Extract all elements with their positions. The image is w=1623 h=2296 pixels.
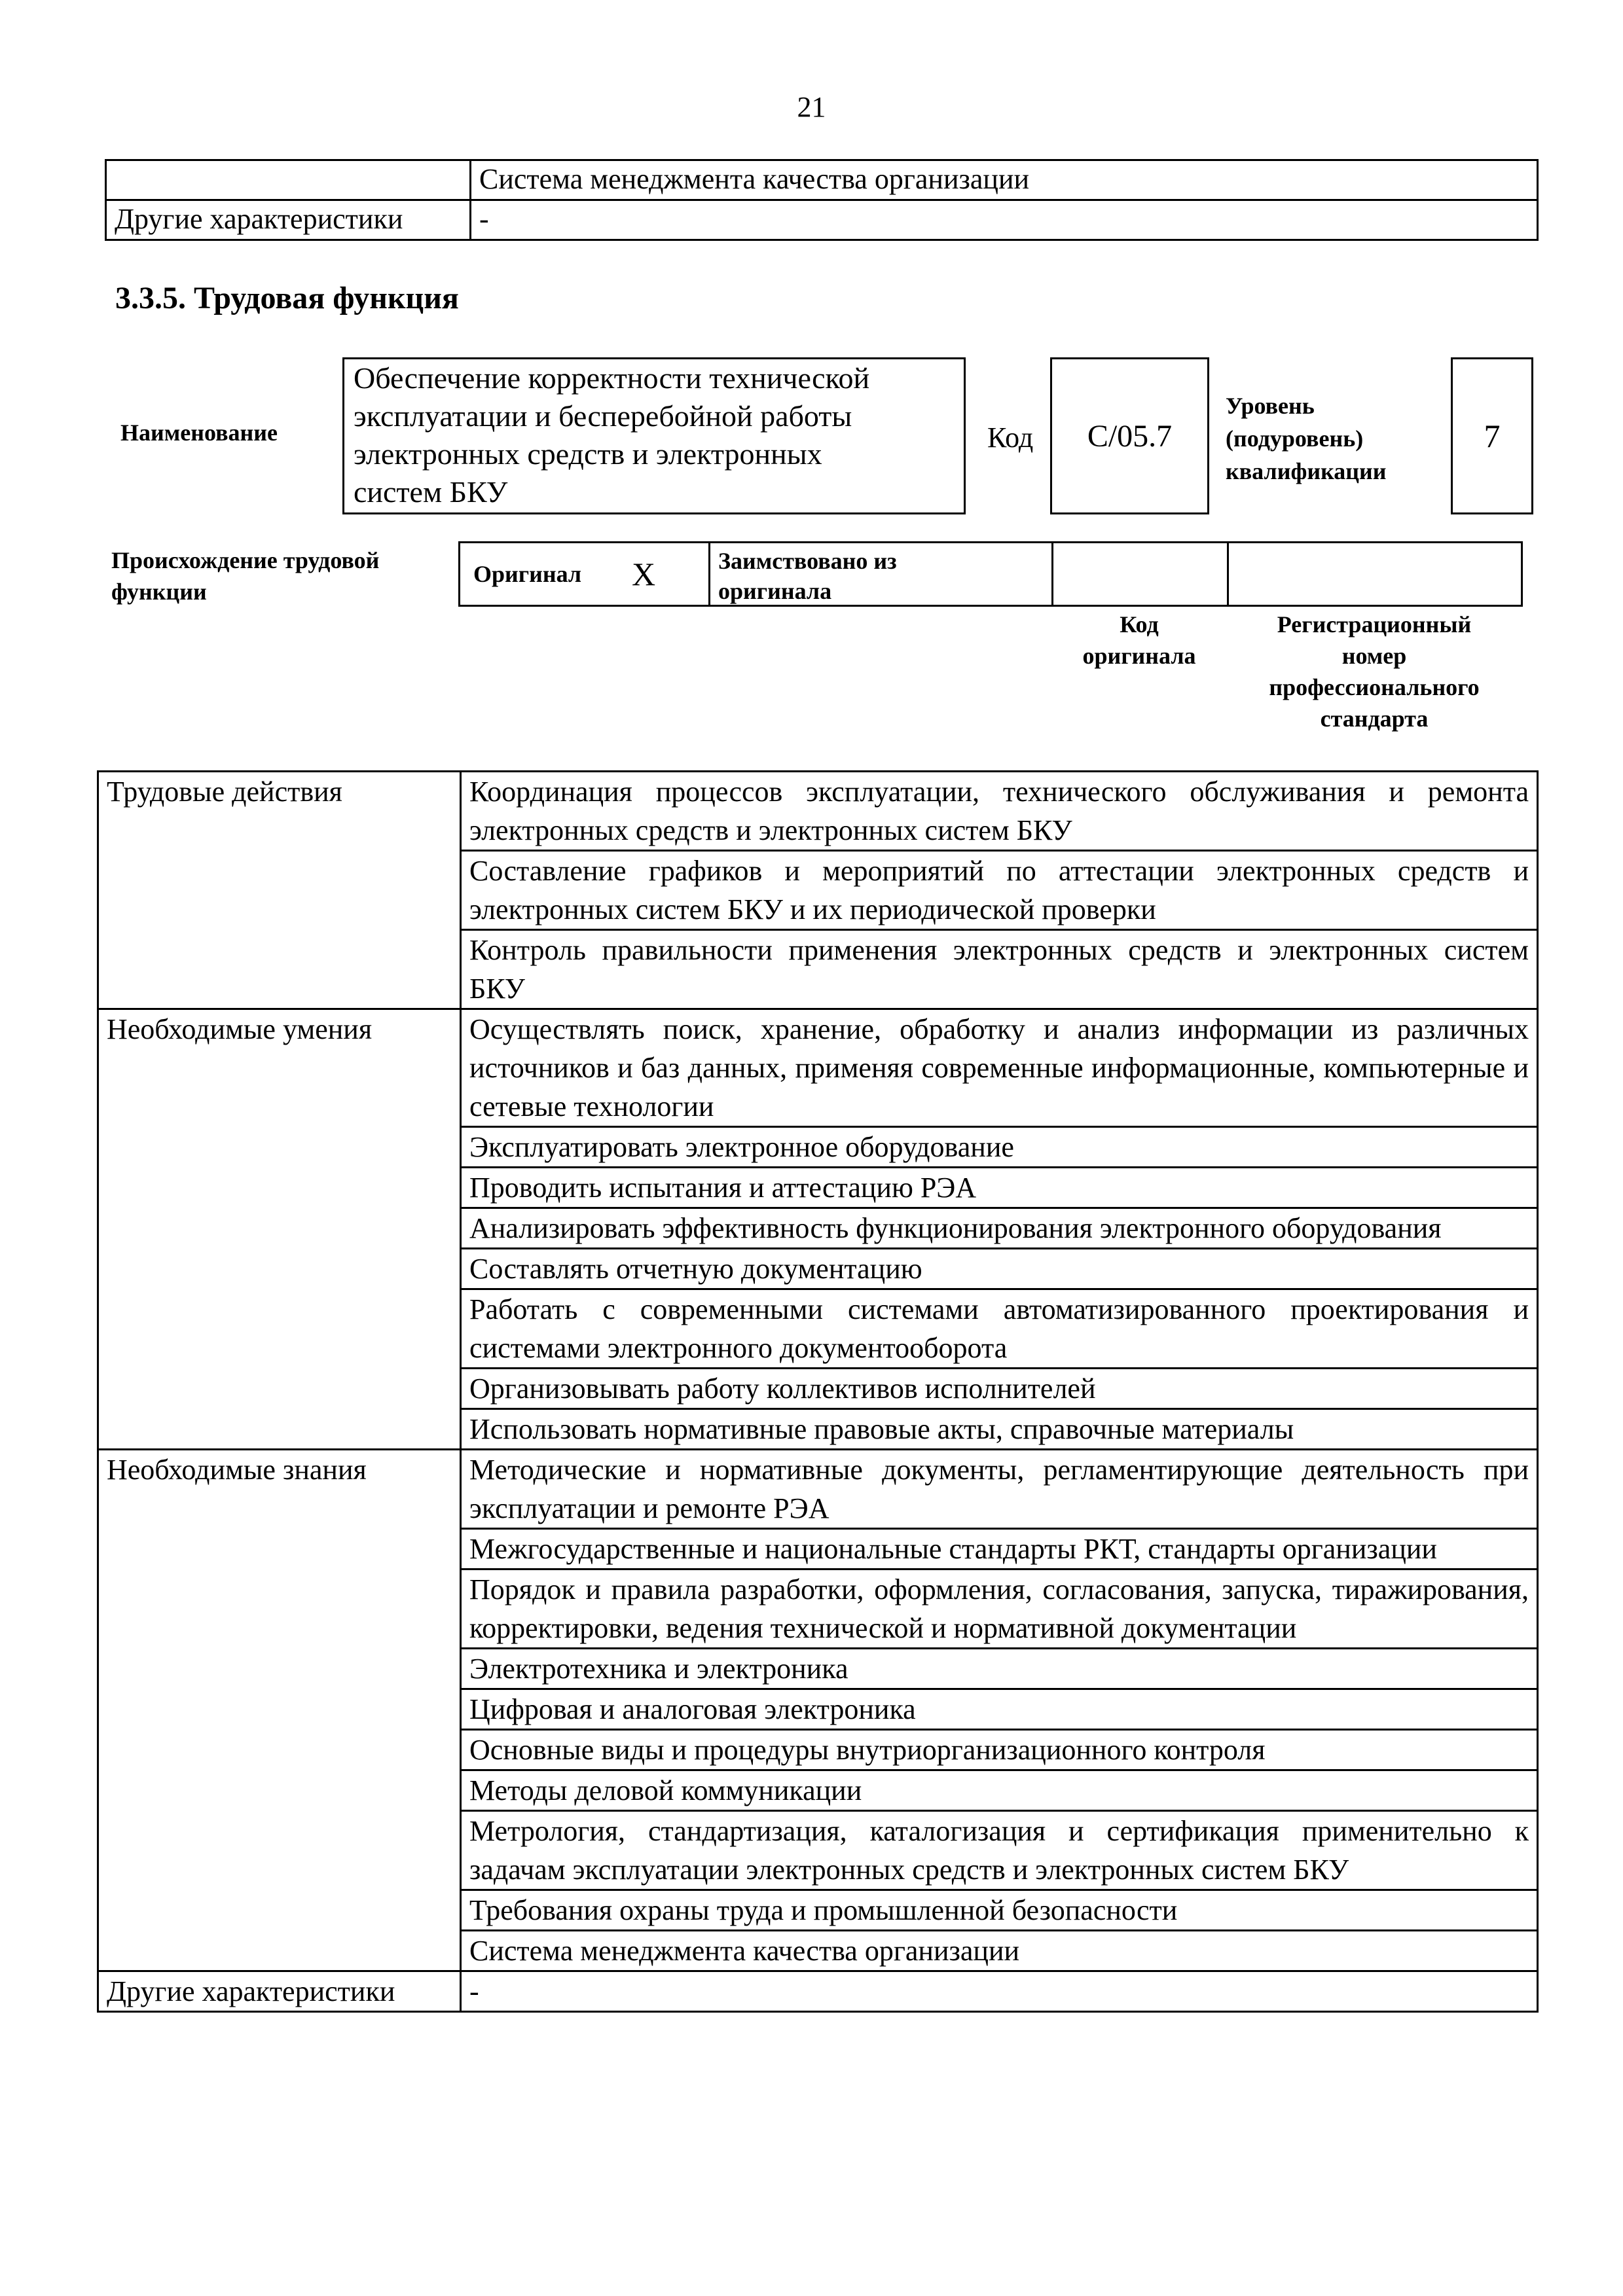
- function-name-line: эксплуатации и бесперебойной работы: [354, 399, 852, 433]
- registration-number-caption: [1228, 609, 1520, 734]
- borrowed-label-line: оригинала: [718, 578, 832, 604]
- original-code-caption: [1051, 609, 1227, 672]
- group-label: Трудовые действия: [98, 772, 461, 1009]
- table-cell: Требования охраны труда и промышленной безопасности: [461, 1890, 1538, 1931]
- table-cell: Контроль правильности применения электронных средств и электронных систем БКУ: [461, 930, 1538, 1009]
- origin-row: [458, 541, 1523, 607]
- name-label: Наименование: [120, 420, 278, 446]
- code-value: С/05.7: [1050, 357, 1209, 514]
- table-cell: Порядок и правила разработки, оформления, согласования, запуска, тиражирования, корректировки, ведения технической и нормативной документации: [461, 1570, 1538, 1649]
- origin-label: [111, 545, 452, 607]
- borrowed-cell: [710, 543, 1053, 605]
- registration-number-cell: [1229, 543, 1521, 605]
- table-row: [106, 200, 1538, 240]
- table-cell: Методы деловой коммуникации: [461, 1770, 1538, 1811]
- row-value: -: [471, 200, 1538, 240]
- page-number: 21: [797, 91, 826, 123]
- table-cell: Работать с современными системами автоматизированного проектирования и системами электронного документооборота: [461, 1289, 1538, 1369]
- table-cell: Цифровая и аналоговая электроника: [461, 1689, 1538, 1730]
- caption-line: Код: [1120, 611, 1159, 637]
- table-row: [98, 1450, 1538, 1529]
- group-label: Другие характеристики: [98, 1971, 461, 2012]
- caption-line: стандарта: [1320, 706, 1429, 732]
- table-cell: Методические и нормативные документы, регламентирующие деятельность при эксплуатации и ремонте РЭА: [461, 1450, 1538, 1529]
- caption-line: оригинала: [1082, 643, 1196, 669]
- qualification-level-label: [1226, 389, 1422, 488]
- borrowed-label-line: Заимствовано из: [718, 548, 897, 574]
- labour-function-table: [97, 770, 1539, 2013]
- row-value: Система менеджмента качества организации: [471, 160, 1538, 200]
- level-label-line: Уровень: [1226, 393, 1315, 419]
- table-cell: Использовать нормативные правовые акты, справочные материалы: [461, 1409, 1538, 1450]
- table-cell: Электротехника и электроника: [461, 1649, 1538, 1689]
- table-row: [98, 1971, 1538, 2012]
- group-label: Необходимые знания: [98, 1450, 461, 1971]
- table-cell: Анализировать эффективность функционирования электронного оборудования: [461, 1208, 1538, 1249]
- table-cell: Эксплуатировать электронное оборудование: [461, 1127, 1538, 1168]
- top-continuation-table: [105, 159, 1539, 241]
- origin-label-line: функции: [111, 579, 207, 605]
- table-cell: Межгосударственные и национальные стандарты РКТ, стандарты организации: [461, 1529, 1538, 1570]
- function-name-box: [342, 357, 966, 514]
- row-label: Другие характеристики: [106, 200, 471, 240]
- caption-line: номер: [1341, 643, 1407, 669]
- function-name-line: Обеспечение корректности технической: [354, 361, 870, 395]
- group-label: Необходимые умения: [98, 1009, 461, 1450]
- original-label: Оригинал: [473, 561, 582, 587]
- original-mark: X: [632, 556, 656, 592]
- table-cell: Система менеджмента качества организации: [461, 1931, 1538, 1971]
- original-code-cell: [1053, 543, 1229, 605]
- origin-label-line: Происхождение трудовой: [111, 547, 380, 573]
- table-cell: Метрология, стандартизация, каталогизация и сертификация применительно к задачам эксплуатации электронных средств и электронных систем БКУ: [461, 1811, 1538, 1890]
- table-cell: Координация процессов эксплуатации, технического обслуживания и ремонта электронных средств и электронных систем БКУ: [461, 772, 1538, 851]
- table-cell: -: [461, 1971, 1538, 2012]
- level-label-line: квалификации: [1226, 458, 1387, 484]
- function-name-line: систем БКУ: [354, 475, 508, 509]
- code-label: Код: [987, 422, 1034, 454]
- table-row: [106, 160, 1538, 200]
- original-cell: [460, 543, 710, 605]
- caption-line: Регистрационный: [1277, 611, 1472, 637]
- table-cell: Основные виды и процедуры внутриорганизационного контроля: [461, 1730, 1538, 1770]
- level-label-line: (подуровень): [1226, 425, 1364, 452]
- row-label: [106, 160, 471, 200]
- table-cell: Осуществлять поиск, хранение, обработку и анализ информации из различных источников и баз данных, применяя современные информационные, компьютерные и сетевые технологии: [461, 1009, 1538, 1127]
- qualification-level-value: 7: [1451, 357, 1533, 514]
- function-name-line: электронных средств и электронных: [354, 437, 822, 471]
- table-row: [98, 772, 1538, 851]
- table-cell: Составлять отчетную документацию: [461, 1249, 1538, 1289]
- section-title: 3.3.5. Трудовая функция: [115, 281, 459, 315]
- table-cell: Составление графиков и мероприятий по аттестации электронных средств и электронных систем БКУ и их периодической проверки: [461, 851, 1538, 930]
- borrowed-label: [718, 546, 1046, 606]
- caption-line: профессионального: [1269, 674, 1480, 700]
- table-cell: Организовывать работу коллективов исполнителей: [461, 1369, 1538, 1409]
- table-cell: Проводить испытания и аттестацию РЭА: [461, 1168, 1538, 1208]
- table-row: [98, 1009, 1538, 1127]
